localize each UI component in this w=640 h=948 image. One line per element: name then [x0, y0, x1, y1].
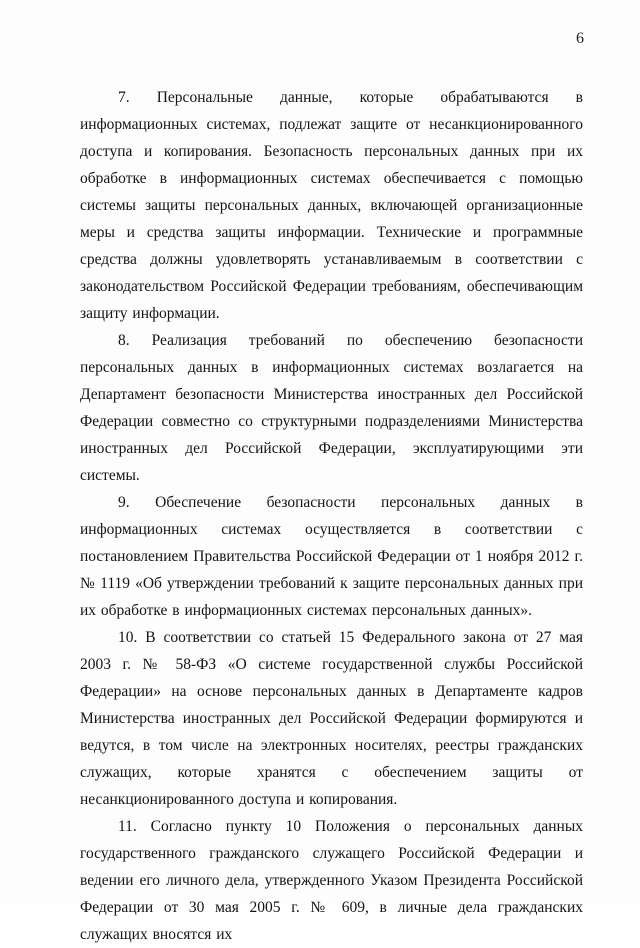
paragraph-9: 9. Обеспечение безопасности персональных данных в информационных системах осуществляется в соответствии с постановлением Правительства Российской Федерации от 1 ноября 2012 г. № 1119 «Об утверждении требований к защите персональных данных при их обработке в информационных системах персональных данных».	[80, 494, 583, 619]
document-text-block	[80, 84, 583, 948]
paragraph-11: 11. Согласно пункту 10 Положения о персональных данных государственного гражданского служащего Российской Федерации и ведении его личного дела, утвержденного Указом Президента Российской Федерации от 30 мая 2005 г. № 609, в личные дела гражданских служащих вносятся их	[80, 818, 583, 943]
paragraph-10: 10. В соответствии со статьей 15 Федерального закона от 27 мая 2003 г. № 58-ФЗ «О системе государственной службы Российской Федерации» на основе персональных данных в Департаменте кадров Министерства иностранных дел Российской Федерации формируются и ведутся, в том числе на электронных носителях, реестры гражданских служащих, которые хранятся с обеспечением защиты от несанкционированного доступа и копирования.	[80, 629, 583, 808]
paragraph-8: 8. Реализация требований по обеспечению безопасности персональных данных в информационных системах возлагается на Департамент безопасности Министерства иностранных дел Российской Федерации совместно со структурными подразделениями Министерства иностранных дел Российской Федерации, эксплуатирующими эти системы.	[80, 332, 583, 484]
page-number: 6	[576, 30, 584, 47]
paragraph-7: 7. Персональные данные, которые обрабатываются в информационных системах, подлежат защите от несанкционированного доступа и копирования. Безопасность персональных данных при их обработке в информационных системах обеспечивается с помощью системы защиты персональных данных, включающей организационные меры и средства защиты информации. Технические и программные средства должны удовлетворять устанавливаемым в соответствии с законодательством Российской Федерации требованиям, обеспечивающим защиту информации.	[80, 89, 583, 322]
